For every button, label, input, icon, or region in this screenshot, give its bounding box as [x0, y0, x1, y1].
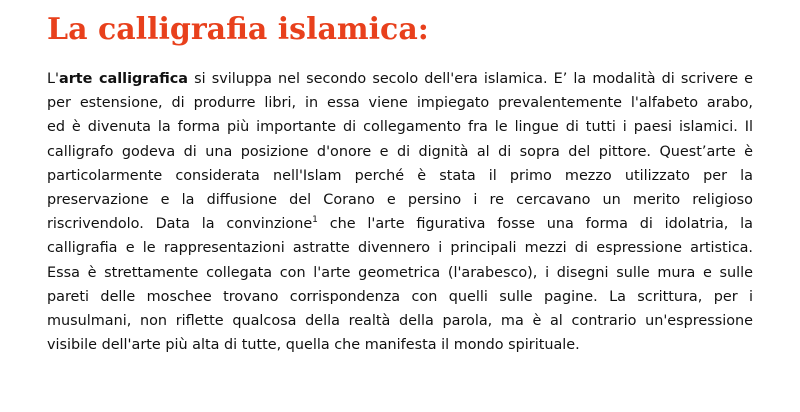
- text-line-5: particolarmente considerata nell'Islam perché è stata il primo mezzo utilizzato per la: [47, 167, 753, 184]
- text-line-4: calligrafo godeva di una posizione d'onore e di dignità al di sopra del pittore. Quest’arte è: [47, 143, 753, 160]
- footnote-marker[interactable]: 1: [312, 215, 318, 226]
- page-title: La calligrafia islamica:: [47, 12, 429, 47]
- text-line-12: visibile dell'arte più alta di tutte, quella che manifesta il mondo spirituale.: [47, 337, 580, 354]
- text-line-1-pre: L': [47, 71, 59, 87]
- text-line-7-post: che l'arte figurativa fosse una forma di idolatria, la: [317, 216, 753, 233]
- text-line-11: musulmani, non riflette qualcosa della realtà della parola, ma è al contrario un'espressione: [47, 313, 753, 330]
- text-line-6: preservazione e la diffusione del Corano e persino i re cercavano un merito religioso: [47, 192, 753, 209]
- text-line-9: Essa è strettamente collegata con l'arte geometrica (l'arabesco), i disegni sulle mura e sulle: [47, 264, 753, 281]
- text-line-1-post: si sviluppa nel secondo secolo dell'era islamica. E’ la modalità di scrivere e: [188, 71, 753, 87]
- text-line-10: pareti delle moschee trovano corrispondenza con quelli sulle pagine. La scrittura, per i: [47, 288, 753, 305]
- text-line-2: per estensione, di produrre libri, in essa viene impiegato prevalentemente l'alfabeto arabo,: [47, 95, 753, 112]
- text-line-8: calligrafia e le rappresentazioni astratte divennero i principali mezzi di espressione artistica.: [47, 240, 753, 257]
- text-line-7: [47, 212, 753, 236]
- text-line-3: ed è divenuta la forma più importante di collegamento fra le lingue di tutti i paesi islamici. Il: [47, 119, 753, 136]
- bold-term: arte calligrafica: [58, 71, 189, 87]
- text-line-1: [47, 67, 753, 91]
- text-line-7-pre: riscrivendolo. Data la convinzione: [47, 216, 313, 233]
- body-paragraph: [47, 67, 753, 357]
